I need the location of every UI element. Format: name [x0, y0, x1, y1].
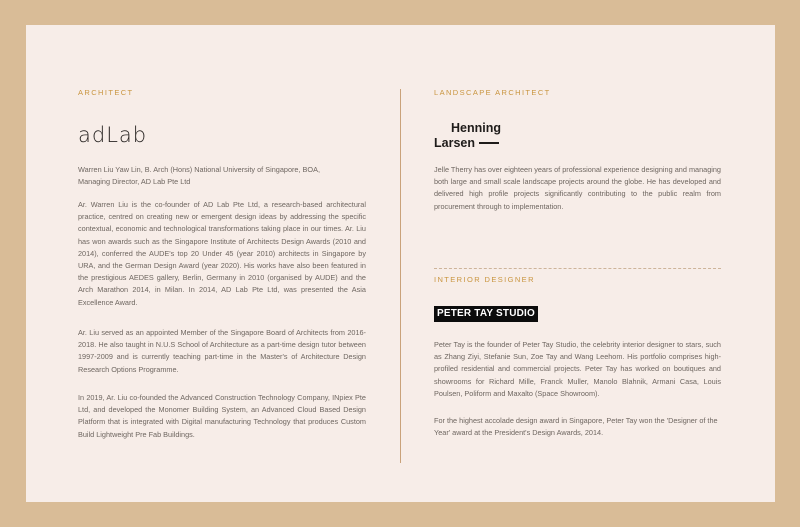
column-divider	[400, 89, 401, 463]
architect-bio-2: Ar. Liu served as an appointed Member of the Singapore Board of Architects from 2016-2018. He also taught in N.U.S School of Architecture as a part-time design tutor between 1997-2009 and is currently teaching part-time in the Master's of Architecture Design Research Options Programme.	[78, 328, 366, 374]
interior-bio-2: For the highest accolade design award in Singapore, Peter Tay won the 'Designer of the Year' award at the President's Design Awards, 2014.	[434, 416, 718, 438]
adlab-logo: adLab	[78, 123, 148, 147]
architect-bio-3: In 2019, Ar. Liu co-founded the Advanced Construction Technology Company, INpiex Pte Ltd, and developed the Monomer Building System, an Advanced Cloud Based Design Platform that is integrated with Digital manufacturing Technology that produces Custom Build Lightweight Pre Fab Buildings.	[78, 393, 366, 439]
interior-bio-1: Peter Tay is the founder of Peter Tay Studio, the celebrity interior designer to stars, such as Zhang Ziyi, Stefanie Sun, Zoe Tay and Wang Leehom. His portfolio comprises high-profiled residential and commercial projects. Peter Tay has worked on boutiques and showrooms for Richard Mille, Franck Muller, Manolo Blahnik, Armani Casa, Louis Poulsen, Poliform and Maxalto (Space Showroom).	[434, 340, 721, 398]
credits-card	[26, 25, 775, 502]
logo-line-henning: Henning	[451, 121, 501, 135]
logo-line-larsen: Larsen	[434, 135, 475, 150]
architect-label: ARCHITECT	[78, 88, 134, 97]
landscape-bio: Jelle Therry has over eighteen years of professional experience designing and managing both large and small scale landscape projects around the globe. He has developed and delivered high profile projects significantly contributing to the public realm from procurement through to implementation.	[434, 165, 721, 211]
logo-bar	[479, 142, 499, 144]
landscape-label: LANDSCAPE ARCHITECT	[434, 88, 551, 97]
section-divider	[434, 268, 721, 269]
peter-tay-studio-logo: PETER TAY STUDIO	[434, 306, 538, 322]
henning-larsen-logo	[434, 122, 501, 149]
interior-label: INTERIOR DESIGNER	[434, 275, 535, 284]
architect-credentials: Warren Liu Yaw Lin, B. Arch (Hons) National University of Singapore, BOA, Managing Director, AD Lab Pte Ltd	[78, 165, 320, 187]
architect-bio-1: Ar. Warren Liu is the co-founder of AD Lab Pte Ltd, a research-based architectural practice, centred on creating new or emergent design ideas by addressing the specific contextual, economic and technological transformations taking place in our times. Ar. Liu has won awards such as the Singapore Institute of Architects Design Awards (2010 and 2014), conferred the AUDE's top 20 Under 45 (year 2010) architects in Singapore by URA, and the German Design Award (year 2020). His works have also been featured in the prestigious AEDES gallery, Berlin, Germany in 2010 (organised by AUDE) and the Arch Marathon 2014, in Milan. In 2014, AD Lab Pte Ltd, was presented the Asia Excellence Award.	[78, 200, 366, 307]
